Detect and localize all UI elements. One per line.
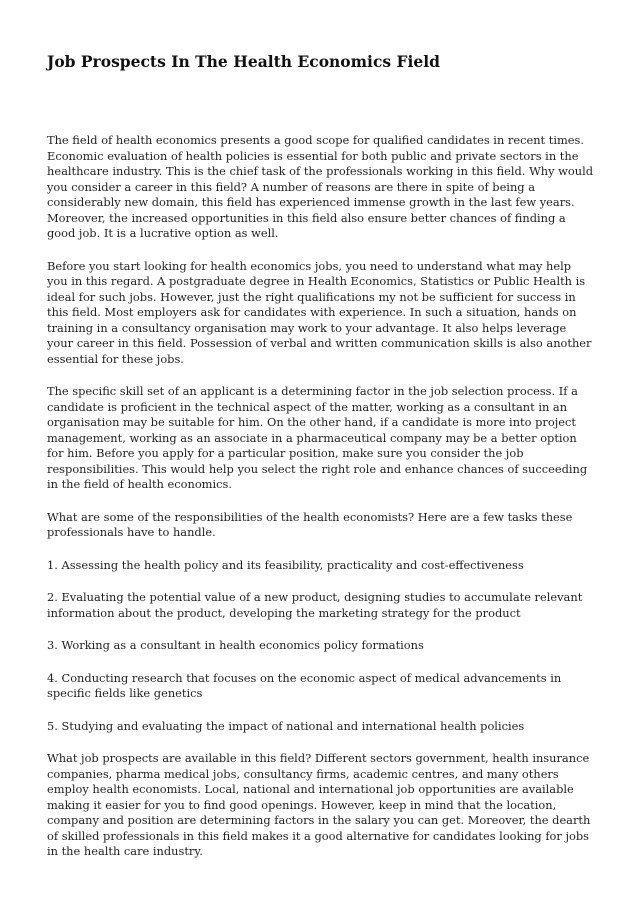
paragraph-qualifications: Before you start looking for health economics jobs, you need to understand what may help you in this regard. A postgraduate degree in Health Economics, Statistics or Public Health is ideal for such jobs. However, just the right qualifications my not be sufficient for success in this field. Most employers ask for candidates with experience. In such a situation, hands on training in a consultancy organisation may work to your advantage. It also helps leverage your career in this field. Possession of verbal and written communication skills is also another essential for these jobs. [47,258,592,366]
list-item-3: 3. Working as a consultant in health economics policy formations [47,638,424,652]
paragraph-job-prospects: What job prospects are available in this field? Different sectors government, health insurance companies, pharma medical jobs, consultancy firms, academic centres, and many others employ health economists. Local, national and international job opportunities are available making it easier for you to find good openings. However, keep in mind that the location, company and position are determining factors in the salary you can get. Moreover, the dearth of skilled professionals in this field makes it a good alternative for candidates looking for jobs in the health care industry. [47,751,591,858]
list-item-4: 4. Conducting research that focuses on the economic aspect of medical advancements in specific fields like genetics [47,670,562,700]
paragraph-responsibilities-intro: What are some of the responsibilities of the health economists? Here are a few tasks these professionals have to handle. [47,509,573,539]
document-body [47,133,595,877]
list-item-5: 5. Studying and evaluating the impact of national and international health policies [47,718,525,733]
list-item-1: 1. Assessing the health policy and its feasibility, practicality and cost-effectiveness [47,557,524,572]
paragraph-skill-set: The specific skill set of an applicant is a determining factor in the job selection process. If a candidate is proficient in the technical aspect of the matter, working as a consultant in an organisation may be suitable for him. On the other hand, if a candidate is more into project management, working as an associate in a pharmaceutical company may be a better option for him. Before you apply for a particular position, make sure you consider the job responsibilities. This would help you select the right role and enhance chances of succeeding in the field of health economics. [47,384,588,491]
list-item-2: 2. Evaluating the potential value of a new product, designing studies to accumulate relevant information about the product, developing the marketing strategy for the product [47,590,583,620]
paragraph-intro: The field of health economics presents a good scope for qualified candidates in recent times. Economic evaluation of health policies is essential for both public and private sectors in the healthcare industry. This is the chief task of the professionals working in this field. Why would you consider a career in this field? A number of reasons are there in spite of being a considerably new domain, this field has experienced immense growth in the last few years. Moreover, the increased opportunities in this field also ensure better chances of finding a good job. It is a lucrative option as well. [47,133,594,240]
page-title: Job Prospects In The Health Economics Field [47,52,440,71]
